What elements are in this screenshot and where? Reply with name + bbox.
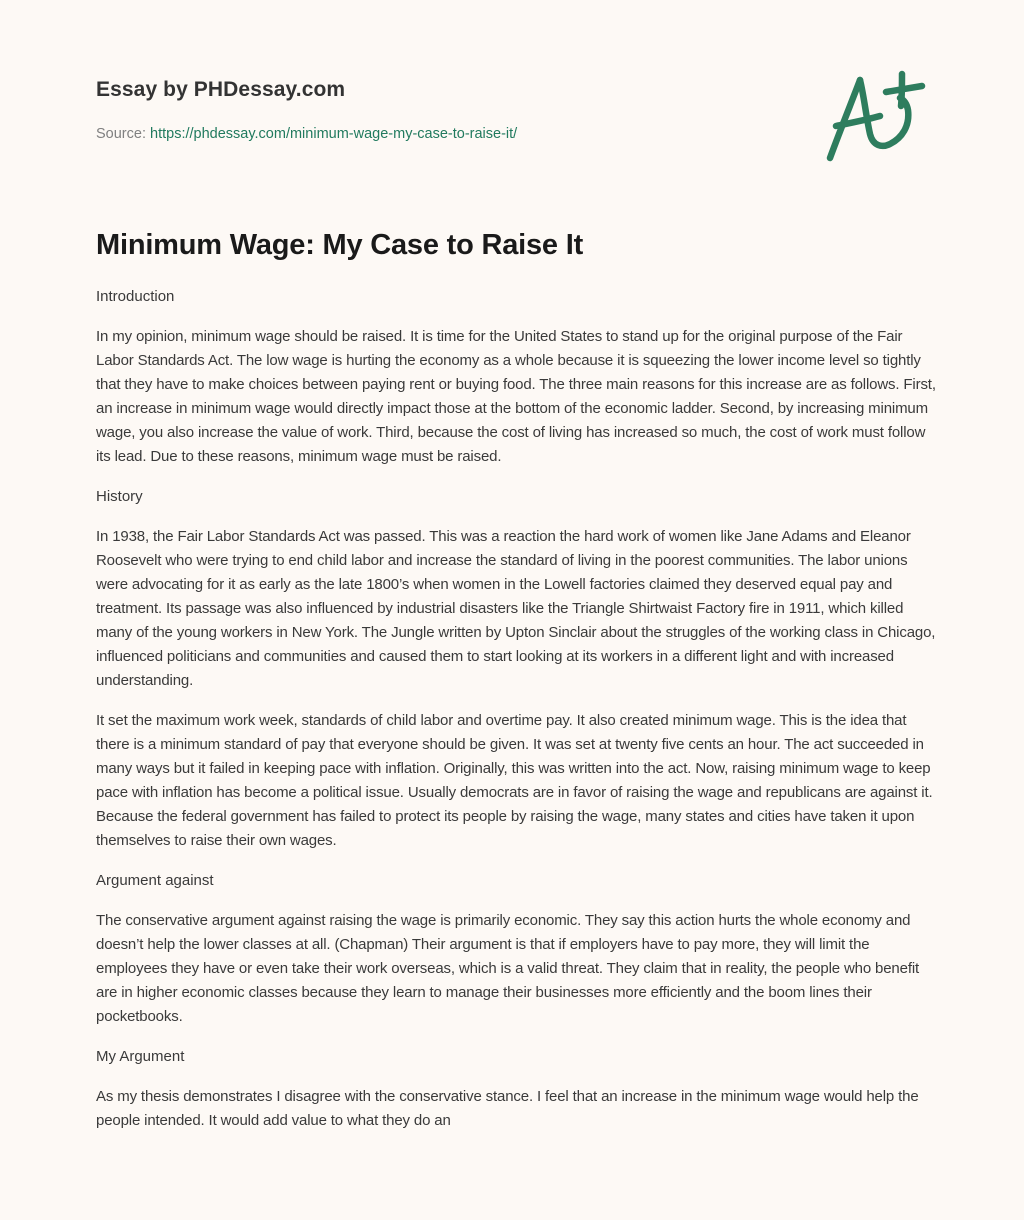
source-link[interactable]: https://phdessay.com/minimum-wage-my-case-to-raise-it/	[150, 126, 518, 142]
section-heading-my-argument: My Argument	[96, 1048, 185, 1065]
a-plus-grade-icon	[820, 66, 930, 166]
paragraph: In my opinion, minimum wage should be raised. It is time for the United States to stand up for the original purpose of the Fair Labor Standards Act. The low wage is hurting the economy as a whole because it is squeezing the lower income level so tightly that they have to make choices between paying rent or buying food. The three main reasons for this increase are as follows. First, an increase in minimum wage would directly impact those at the bottom of the economic ladder. Second, by increasing minimum wage, you also increase the value of work. Third, because the cost of living has increased so much, the cost of work must follow its lead. Due to these reasons, minimum wage must be raised.	[96, 328, 936, 465]
paragraph: In 1938, the Fair Labor Standards Act was passed. This was a reaction the hard work of women like Jane Adams and Eleanor Roosevelt who were trying to end child labor and increase the standard of living in the poorest communities. The labor unions were advocating for it as early as the late 1800’s when women in the Lowell factories claimed they deserved equal pay and treatment. Its passage was also influenced by industrial disasters like the Triangle Shirtwaist Factory fire in 1911, which killed many of the young workers in New York. The Jungle written by Upton Sinclair about the struggles of the working class in Chicago, influenced politicians and communities and caused them to start looking at its workers in a different light and with increased understanding.	[96, 528, 936, 689]
source-line	[96, 124, 796, 144]
source-label: Source:	[96, 126, 146, 142]
document-title: Minimum Wage: My Case to Raise It	[96, 229, 584, 261]
essay-body	[96, 285, 936, 1149]
page-header	[96, 76, 796, 144]
paragraph: As my thesis demonstrates I disagree with the conservative stance. I feel that an increase in the minimum wage would help the people intended. It would add value to what they do an	[96, 1088, 919, 1129]
paragraph: It set the maximum work week, standards of child labor and overtime pay. It also created minimum wage. This is the idea that there is a minimum standard of pay that everyone should be given. It was set at twenty five cents an hour. The act succeeded in many ways but it failed in keeping pace with inflation. Originally, this was written into the act. Now, raising minimum wage to keep pace with inflation has become a political issue. Usually democrats are in favor of raising the wage and republicans are against it. Because the federal government has failed to protect its people by raising the wage, many states and cities have taken it upon themselves to raise their own wages.	[96, 712, 933, 849]
section-heading-introduction: Introduction	[96, 288, 175, 305]
paragraph: The conservative argument against raising the wage is primarily economic. They say this action hurts the whole economy and doesn’t help the lower classes at all. (Chapman) Their argument is that if employers have to pay more, they will limit the employees they have or even take their work overseas, which is a valid threat. They claim that in reality, the people who benefit are in higher economic classes because they learn to manage their businesses more efficiently and the boom lines their pocketbooks.	[96, 912, 920, 1025]
site-title: Essay by PHDessay.com	[96, 78, 346, 101]
section-heading-history: History	[96, 488, 143, 505]
section-heading-argument-against: Argument against	[96, 872, 214, 889]
